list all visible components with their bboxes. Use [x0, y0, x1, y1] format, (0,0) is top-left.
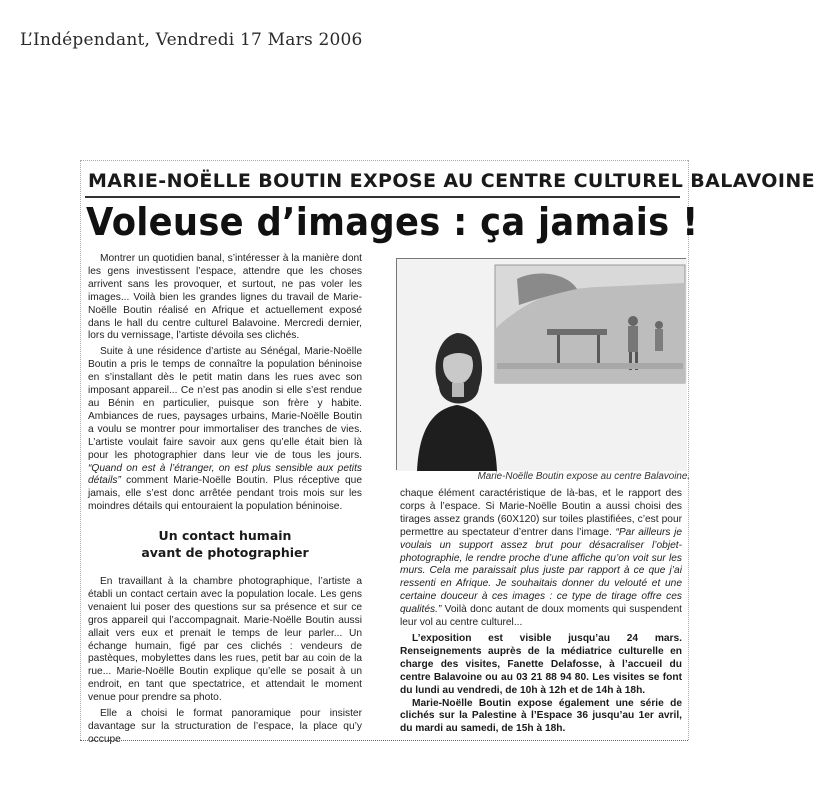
- paragraph-text: comment Marie-Noëlle Boutin. Plus réceptive que jamais, elle s’est donc arrêtée pendant trois mois sur les moindres détails qui entouraient la population béninoise.: [88, 475, 362, 513]
- article-headline: Voleuse d’images : ça jamais !: [86, 200, 699, 244]
- exhibition-info-paragraph: Marie-Noëlle Boutin expose également une série de clichés sur la Palestine à l’Espace 36 jusqu’au 1er avril, du mardi au samedi, de 15h à 18h.: [400, 697, 682, 735]
- article-paragraph: Elle a choisi le format panoramique pour insister davantage sur la structuration de l’espace, la place qu’y occupe: [88, 708, 362, 745]
- article-photo: [396, 258, 686, 470]
- clipping-bottom-border: [80, 740, 688, 741]
- article-paragraph: [88, 346, 362, 514]
- article-paragraph: Montrer un quotidien banal, s’intéresser à la manière dont les gens investissent l’espace, attendre que les choses arrivent sans les provoquer, et surtout, ne pas voler les images... Voilà bien les grandes lignes du travail de Marie-Noëlle Boutin réalisé en Afrique et actuellement exposé dans le hall du centre culturel Balavoine. Mercredi dernier, lors du vernissage, l’artiste dévoila ses clichés.: [88, 253, 362, 342]
- article-subheading: [88, 527, 362, 561]
- exhibition-info-paragraph: L’exposition est visible jusqu’au 24 mars. Renseignements auprès de la médiatrice culturelle en charge des visites, Fanette Delafosse, à l’accueil du centre Balavoine ou au 03 21 88 94 80. Les visites se font du lundi au vendredi, de 10h à 12h et de 14h à 18h.: [400, 633, 682, 696]
- quote-text: “Quand on est à l’étranger, on est plus sensible aux petits détails”: [88, 462, 362, 487]
- paragraph-text: Suite à une résidence d’artiste au Sénégal, Marie-Noëlle Boutin a pris le temps de connaître la population béninoise en s’installant dès le petit matin dans les rues avec son imposant appareil... Ce n’est pas anodin si elle s’est rendue au Bénin en particulier, puisque son frère y habite. Ambiances de rues, paysages urbains, Marie-Noëlle Boutin a voulu se montrer pour immortaliser des tranches de vies. L’artiste voulait faire savoir aux gens qu’elle était bien là pour les photographier dans leur vie de tous les jours.: [88, 346, 362, 461]
- paragraph-text: chaque élément caractéristique de là-bas, et le rapport des corps à l’espace. Si Marie-Noëlle Boutin a aussi choisi des tirages assez grands (60X120) sur toiles plastifiées, c’est pour permettre au spectateur d’entrer dans l’image.: [400, 488, 682, 538]
- exhibition-info: [400, 633, 682, 736]
- paragraph-text: Voilà donc autant de doux moments qui suspendent leur vol au centre culturel...: [400, 604, 682, 629]
- subheading-line: Un contact humain: [158, 528, 292, 543]
- article-column-right: [400, 488, 682, 630]
- subheading-line: avant de photographier: [141, 545, 309, 560]
- article-paragraph: En travaillant à la chambre photographique, l’artiste a établi un contact certain avec la population locale. Les gens venaient lui poser des questions sur sa présence et sur ce gros appareil qui l’accompagnait. Marie-Noëlle Boutin aussi allait vers eux et prenait le temps de leur parler... Un échange humain, figé par ces clichés : vendeurs de pastèques, mobylettes dans les rues, petit bar au coin de la rue... Marie-Noëlle Boutin explique qu’elle se posait à un endroit, en tant que spectatrice, et attendait le moment venue pour prendre sa photo.: [88, 576, 362, 704]
- quote-text: “Par ailleurs je voulais un support assez brut pour désacraliser l’objet-photographie, le rendre proche d’une affiche qu’on voit sur les murs. Cela me paraissait plus juste par rapport à ce que j’ai ressenti en Afrique. Je souhaitais donner du velouté et une certaine douceur à ces images : ce type de tirage offre ces qualités.”: [400, 526, 682, 616]
- article-column-left-bottom: [88, 576, 362, 747]
- newspaper-masthead: L’Indépendant, Vendredi 17 Mars 2006: [20, 30, 363, 50]
- clipping-left-border: [80, 160, 81, 740]
- photo-illustration: [397, 259, 687, 471]
- clipping-right-border: [688, 160, 689, 740]
- article-paragraph: [400, 488, 682, 630]
- kicker-underline: [85, 196, 680, 198]
- clipping-top-border: [80, 160, 688, 161]
- photo-caption: Marie-Noëlle Boutin expose au centre Balavoine.: [477, 471, 690, 482]
- article-kicker: MARIE-NOËLLE BOUTIN EXPOSE AU CENTRE CULTUREL BALAVOINE: [88, 170, 815, 192]
- article-column-left: [88, 253, 362, 514]
